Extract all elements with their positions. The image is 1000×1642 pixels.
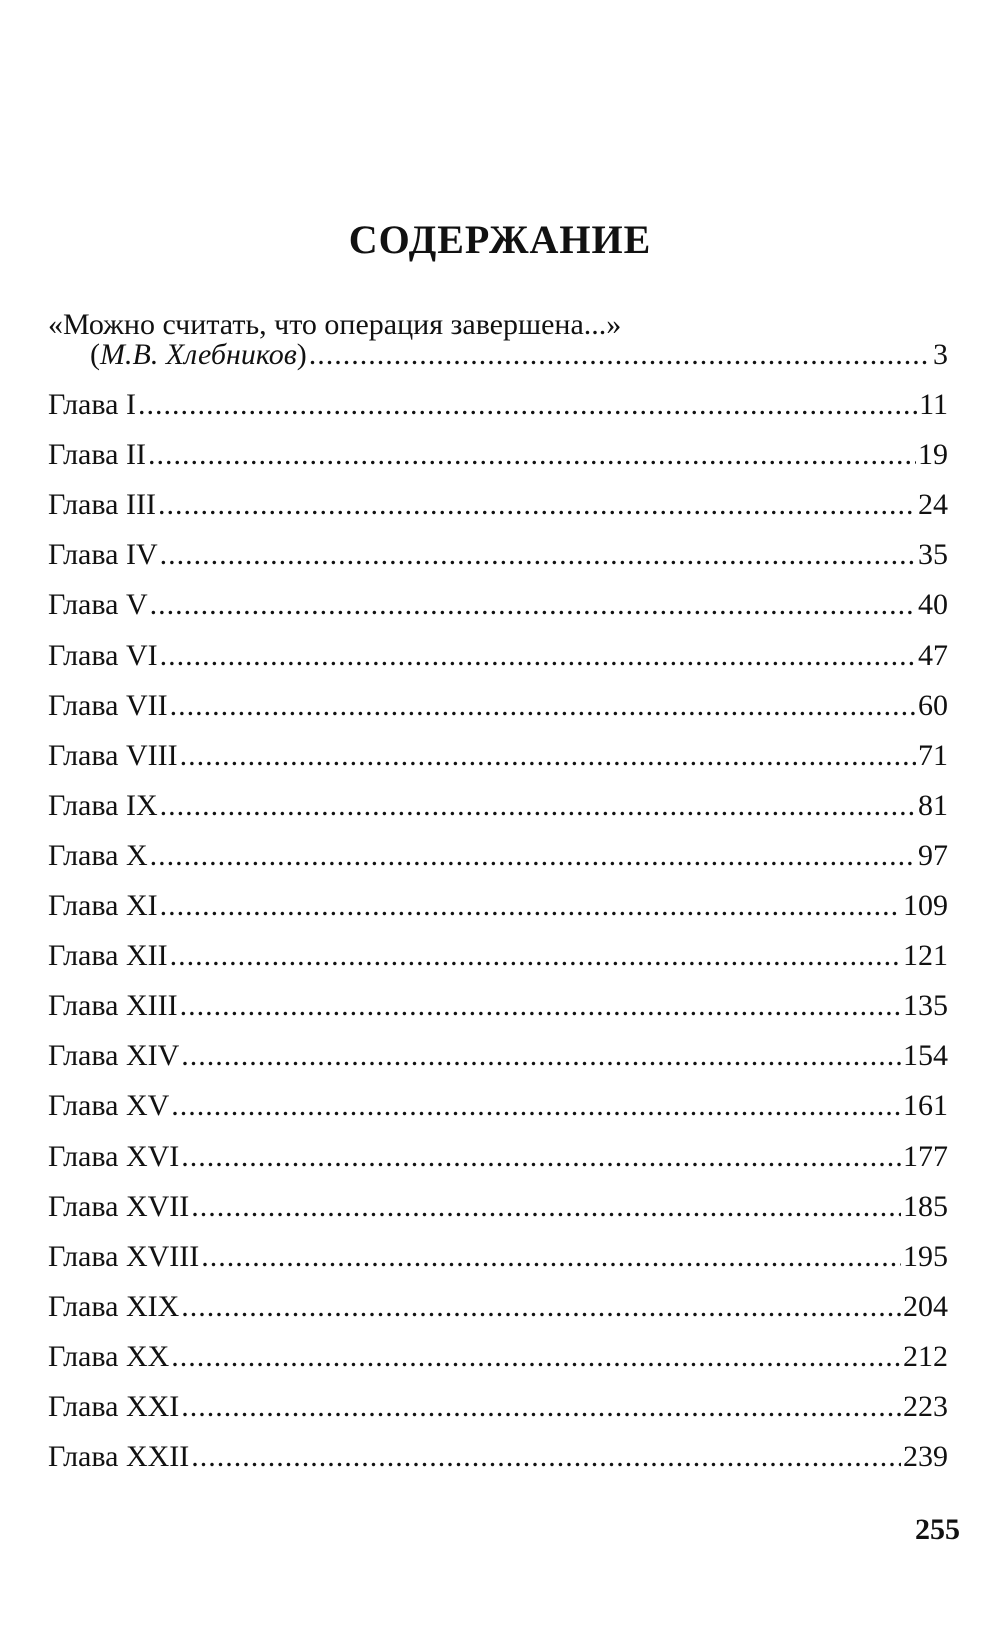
toc-entry-page: 47 [918,639,948,672]
toc-entry-page: 11 [919,388,948,421]
dot-leader [309,333,931,377]
dot-leader [160,784,916,828]
dot-leader [181,1135,901,1179]
toc-entry-title: Глава XVIII [48,1240,200,1273]
toc-entry-title: Глава XVII [48,1190,190,1223]
toc-entry-intro-title [90,333,307,377]
toc-entry-title: Глава IX [48,789,158,822]
toc-entry-page: 161 [903,1089,948,1122]
toc-entry-intro [90,333,948,377]
dot-leader [158,483,916,527]
toc-entry [48,483,948,527]
dot-leader [148,433,916,477]
toc-entry-page: 121 [903,939,948,972]
toc-entry-page: 154 [903,1039,948,1072]
toc-entry-page: 239 [903,1440,948,1473]
paren-open: ( [90,338,100,371]
dot-leader [160,884,901,928]
dot-leader [181,1285,901,1329]
paren-close: ) [296,338,307,371]
toc-entry-title: Глава X [48,839,148,872]
toc-entry [48,383,948,427]
dot-leader [181,1385,901,1429]
toc-entry [48,984,948,1028]
dot-leader [170,934,901,978]
toc-entry [48,1285,948,1329]
page-number: 255 [915,1513,960,1546]
toc-entry [48,634,948,678]
toc-entry-page: 223 [903,1390,948,1423]
toc-entry [48,1034,948,1078]
toc-entry-page: 71 [918,739,948,772]
toc-entry-page: 3 [933,338,948,371]
toc-entry-page: 185 [903,1190,948,1223]
toc-entry-page: 135 [903,989,948,1022]
dot-leader [180,984,901,1028]
toc-entry [48,583,948,627]
toc-intro-title: «Можно считать, что операция завершена...» [48,308,622,341]
toc-entry-title: Глава VIII [48,739,178,772]
toc-entry-title: Глава XII [48,939,168,972]
page-title: СОДЕРЖАНИЕ [348,217,652,262]
toc-entry-page: 109 [903,889,948,922]
toc-entry-page: 19 [918,438,948,471]
toc-entry [48,684,948,728]
dot-leader [160,533,916,577]
dot-leader [201,1235,901,1279]
toc-entry-title: Глава II [48,438,146,471]
dot-leader [191,1185,901,1229]
toc-entry-title: Глава XI [48,889,158,922]
dot-leader [171,1335,901,1379]
toc-entry-page: 35 [918,538,948,571]
toc-entry [48,533,948,577]
toc-entry [48,1135,948,1179]
toc-entry-title: Глава XVI [48,1140,180,1173]
dot-leader [138,383,917,427]
toc-entry [48,1385,948,1429]
toc-entry-page: 81 [918,789,948,822]
toc-entry-title: Глава XX [48,1340,170,1373]
toc-entry [48,1084,948,1128]
toc-entry-page: 177 [903,1140,948,1173]
toc-entry [48,884,948,928]
toc-entry [48,1335,948,1379]
toc-entry-title: Глава XIII [48,989,178,1022]
dot-leader [181,1034,901,1078]
dot-leader [150,583,916,627]
dot-leader [191,1435,901,1479]
toc-entry-page: 97 [918,839,948,872]
toc-entry-title: Глава XXII [48,1440,190,1473]
toc-entry-page: 212 [903,1340,948,1373]
toc-entry-page: 195 [903,1240,948,1273]
toc-entry-page: 40 [918,588,948,621]
toc-entry-title: Глава XV [48,1089,170,1122]
toc-entry-page: 60 [918,689,948,722]
dot-leader [150,834,916,878]
toc-entry-title: Глава VI [48,639,158,672]
toc-entry [48,734,948,778]
toc-entry-author: М.В. Хлебников [100,338,297,371]
dot-leader [171,1084,901,1128]
toc-entry [48,433,948,477]
toc-entry [48,934,948,978]
toc-entry [48,784,948,828]
dot-leader [170,684,916,728]
toc-entry [48,1235,948,1279]
toc-entry-page: 204 [903,1290,948,1323]
toc-entry-title: Глава XIV [48,1039,180,1072]
toc-entry [48,834,948,878]
toc-entry-title: Глава IV [48,538,158,571]
toc-entry [48,1185,948,1229]
toc-entry-page: 24 [918,488,948,521]
dot-leader [180,734,916,778]
toc-entry-title: Глава XXI [48,1390,180,1423]
toc-entry-title: Глава XIX [48,1290,180,1323]
toc-entry [48,1435,948,1479]
dot-leader [160,634,916,678]
toc-entry-title: Глава III [48,488,156,521]
toc-entry-title: Глава VII [48,689,168,722]
toc-entry-title: Глава I [48,388,136,421]
toc-entry-title: Глава V [48,588,148,621]
